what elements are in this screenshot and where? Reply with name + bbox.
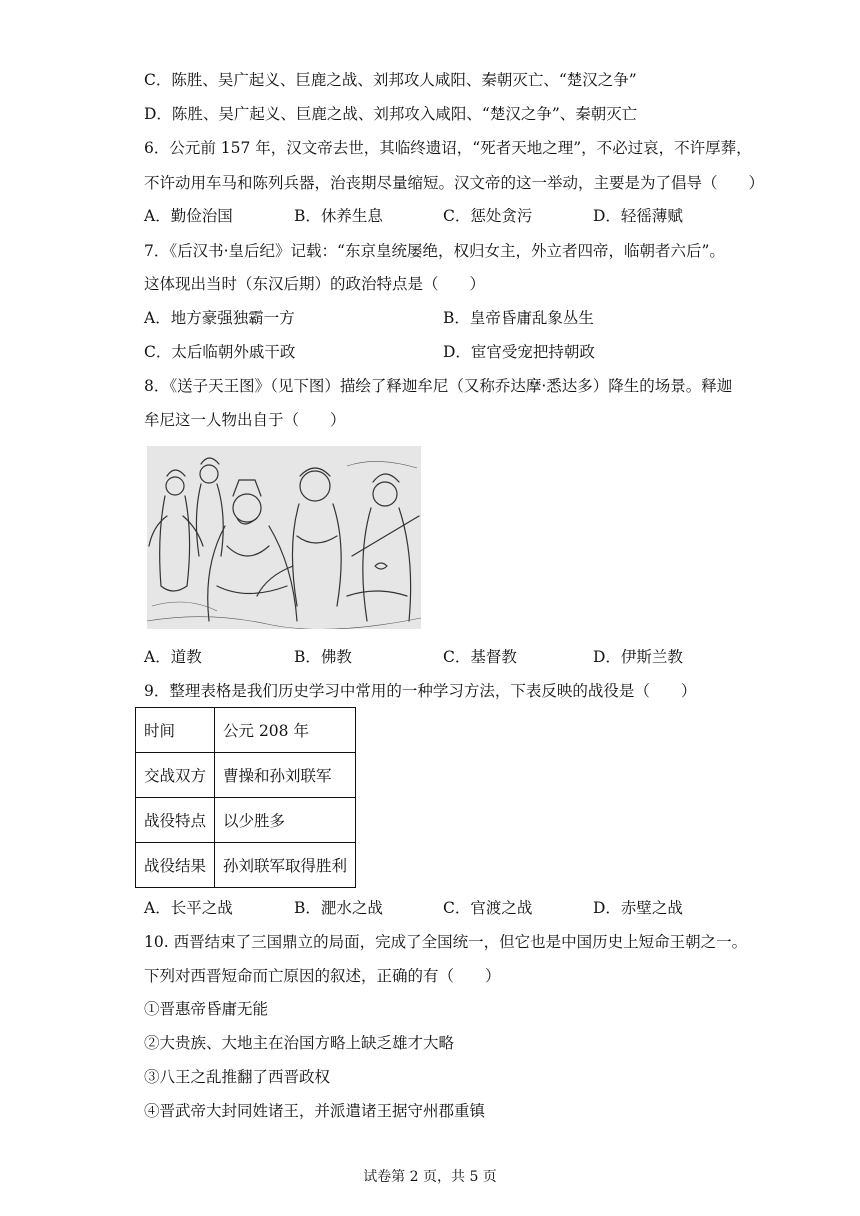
q9-option-a: A．长平之战 xyxy=(144,899,233,917)
q7-option-a: A．地方豪强独霸一方 xyxy=(144,309,295,327)
table-cell-key: 战役特点 xyxy=(136,798,215,843)
songzi-tianwang-painting xyxy=(147,446,421,629)
q8-option-c: C．基督教 xyxy=(443,648,517,666)
question-9: 9．整理表格是我们历史学习中常用的一种学习方法，下表反映的战役是（ ） xyxy=(144,682,697,700)
q9-option-c: C．官渡之战 xyxy=(443,899,533,917)
table-cell-value: 曹操和孙刘联军 xyxy=(215,753,356,798)
table-row xyxy=(136,843,356,888)
q9-option-b: B．淝水之战 xyxy=(294,899,383,917)
table-row xyxy=(136,753,356,798)
option-line-d5: D．陈胜、吴广起义、巨鹿之战、刘邦攻入咸阳、“楚汉之争”、秦朝灭亡 xyxy=(144,105,638,123)
q6-option-d: D．轻徭薄赋 xyxy=(593,207,683,225)
table-cell-value: 孙刘联军取得胜利 xyxy=(215,843,356,888)
painting-illustration xyxy=(147,446,421,629)
q8-option-b: B．佛教 xyxy=(294,648,352,666)
question-8-line-2: 牟尼这一人物出自于（ ） xyxy=(144,411,346,429)
question-7-line-2: 这体现出当时（东汉后期）的政治特点是（ ） xyxy=(144,275,486,293)
table-row xyxy=(136,708,356,753)
question-7-line-1: 7．《后汉书·皇后纪》记载：“东京皇统屡绝，权归女主，外立者四帝，临朝者六后”。 xyxy=(144,242,725,260)
question-6-line-2: 不许动用车马和陈列兵器，治丧期尽量缩短。汉文帝的这一举动，主要是为了倡导（ ） xyxy=(144,174,765,192)
question-10-line-1: 10. 西晋结束了三国鼎立的局面，完成了全国统一，但它也是中国历史上短命王朝之一。 xyxy=(144,933,748,951)
battle-table xyxy=(135,707,356,888)
q8-option-d: D．伊斯兰教 xyxy=(593,648,683,666)
q9-option-d: D．赤壁之战 xyxy=(593,899,683,917)
q10-item-4: ④晋武帝大封同姓诸王，并派遣诸王据守州郡重镇 xyxy=(144,1102,486,1120)
q6-option-b: B．休养生息 xyxy=(294,207,383,225)
table-row xyxy=(136,798,356,843)
page-footer: 试卷第 2 页，共 5 页 xyxy=(363,1169,497,1185)
table-cell-key: 时间 xyxy=(136,708,215,753)
q6-option-c: C．惩处贪污 xyxy=(443,207,533,225)
q7-option-b: B．皇帝昏庸乱象丛生 xyxy=(443,309,594,327)
q10-item-2: ②大贵族、大地主在治国方略上缺乏雄才大略 xyxy=(144,1034,455,1052)
question-6-line-1: 6．公元前 157 年，汉文帝去世，其临终遗诏，“死者天地之理”，不必过哀，不许厚葬， xyxy=(144,139,752,157)
table-cell-value: 以少胜多 xyxy=(215,798,356,843)
table-cell-key: 战役结果 xyxy=(136,843,215,888)
q8-option-a: A．道教 xyxy=(144,648,202,666)
q6-option-a: A．勤俭治国 xyxy=(144,207,233,225)
q10-item-3: ③八王之乱推翻了西晋政权 xyxy=(144,1068,331,1086)
question-10-line-2: 下列对西晋短命而亡原因的叙述，正确的有（ ） xyxy=(144,967,501,985)
q10-item-1: ①晋惠帝昏庸无能 xyxy=(144,1000,269,1018)
option-line-c5: C．陈胜、吴广起义、巨鹿之战、刘邦攻人咸阳、秦朝灭亡、“楚汉之争” xyxy=(144,71,637,89)
q7-option-c: C．太后临朝外戚干政 xyxy=(144,343,296,361)
table-cell-value: 公元 208 年 xyxy=(215,708,356,753)
q7-option-d: D．宦官受宠把持朝政 xyxy=(443,343,595,361)
question-8-line-1: 8．《送子天王图》（见下图）描绘了释迦牟尼（又称乔达摩·悉达多）降生的场景。释迦 xyxy=(144,377,733,395)
table-cell-key: 交战双方 xyxy=(136,753,215,798)
